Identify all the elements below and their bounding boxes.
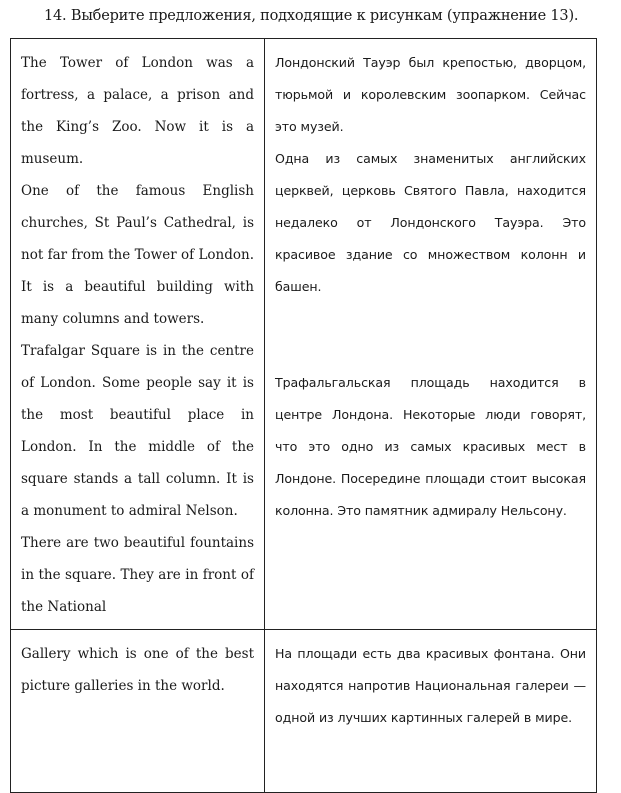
english-paragraph: One of the famous English churches, St Paul’s Cathedral, is not far from the Tower of London. It is a beautiful building with many columns and towers. — [21, 183, 254, 327]
russian-cell — [265, 630, 597, 793]
table-row — [11, 630, 597, 793]
translation-table — [10, 38, 597, 793]
english-cell — [11, 630, 265, 793]
exercise-heading: 14. Выберите предложения, подходящие к рисункам (упражнение 13). — [44, 8, 579, 24]
english-paragraph: The Tower of London was a fortress, a palace, a prison and the King’s Zoo. Now it is a museum. — [21, 55, 254, 167]
russian-paragraph: На площади есть два красивых фонтана. Они находятся напротив Национальная галереи — одной из лучших картинных галерей в мире. — [275, 646, 586, 725]
russian-paragraph: Лондонский Тауэр был крепостью, дворцом, тюрьмой и королевским зоопарком. Сейчас это музей. — [275, 55, 586, 134]
english-paragraph: Gallery which is one of the best picture galleries in the world. — [21, 646, 254, 694]
table-row — [11, 39, 597, 630]
russian-paragraph: Трафальгальская площадь находится в центре Лондона. Некоторые люди говорят, что это одно из самых красивых мест в Лондоне. Посередине площади стоит высокая колонна. Это памятник адмиралу Нельсону. — [275, 375, 586, 518]
russian-paragraph: Одна из самых знаменитых английских церквей, церковь Святого Павла, находится недалеко от Лондонского Тауэра. Это красивое здание со множеством колонн и башен. — [275, 151, 586, 294]
english-cell — [11, 39, 265, 630]
russian-cell — [265, 39, 597, 630]
english-paragraph: Trafalgar Square is in the centre of London. Some people say it is the most beautiful place in London. In the middle of the square stands a tall column. It is a monument to admiral Nelson. — [21, 343, 254, 519]
english-paragraph: There are two beautiful fountains in the square. They are in front of the National — [21, 535, 254, 615]
